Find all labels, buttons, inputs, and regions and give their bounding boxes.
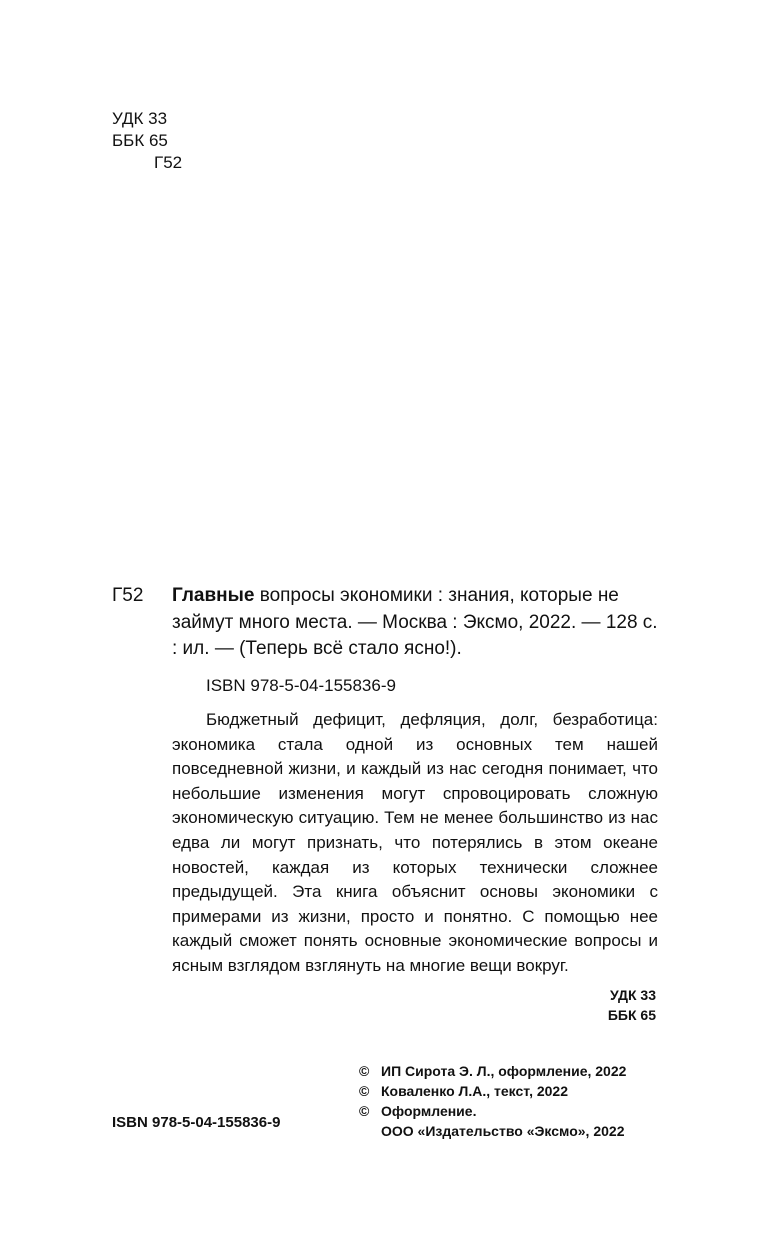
bibliographic-record [172, 583, 658, 699]
copyright-icon: © [359, 1103, 370, 1119]
copyright-text: ИП Сирота Э. Л., оформление, 2022 [381, 1063, 627, 1079]
catalog-isbn: ISBN 978-5-04-155836-9 [206, 675, 396, 695]
copyright-line [359, 1061, 626, 1081]
annotation-text: Бюджетный дефицит, дефляция, долг, безработица: экономика стала одной из основных тем нашей повседневной жизни, и каждый из нас сегодня понимает, что небольшие изменения могут спровоцировать сложную экономическую ситуацию. Тем не менее большинство из нас едва ли могут признать, что потерялись в этом океане новостей, каждая из которых технически сложнее предыдущей. Эта книга объяснит основы экономики с примерами из жизни, просто и понятно. С помощью нее каждый сможет понять основные экономические вопросы и ясным взглядом взглянуть на многие вещи вокруг. [172, 710, 658, 975]
copyright-text: ООО «Издательство «Эксмо», 2022 [381, 1123, 625, 1139]
copyright-line [359, 1121, 626, 1141]
copyright-text: Коваленко Л.А., текст, 2022 [381, 1083, 568, 1099]
copyright-line [359, 1081, 626, 1101]
classification-codes [112, 108, 182, 174]
author-mark: Г52 [154, 153, 183, 172]
copyright-text: Оформление. [381, 1103, 477, 1119]
isbn-bottom: ISBN 978-5-04-155836-9 [112, 1114, 281, 1131]
catalog-author-mark: Г52 [112, 585, 144, 606]
copyright-icon: © [359, 1083, 370, 1099]
footer-classification-codes [608, 985, 656, 1025]
title-rest: вопросы экономики : знания, которые не займут много места. — Москва : Эксмо, 2022. — 128 с. : ил. — (Теперь всё стало ясно!). [172, 585, 658, 659]
footer-bbk-code: ББК 65 [607, 1007, 656, 1023]
copyright-spacer [359, 1121, 381, 1141]
udk-code: УДК 33 [112, 109, 168, 128]
copyright-block [359, 1061, 626, 1141]
title-first-word: Главные [172, 585, 255, 606]
bibliographic-description [172, 583, 658, 663]
copyright-line [359, 1101, 626, 1121]
footer-udk-code: УДК 33 [610, 987, 656, 1003]
bbk-code: ББК 65 [112, 131, 168, 150]
copyright-icon: © [359, 1063, 370, 1079]
